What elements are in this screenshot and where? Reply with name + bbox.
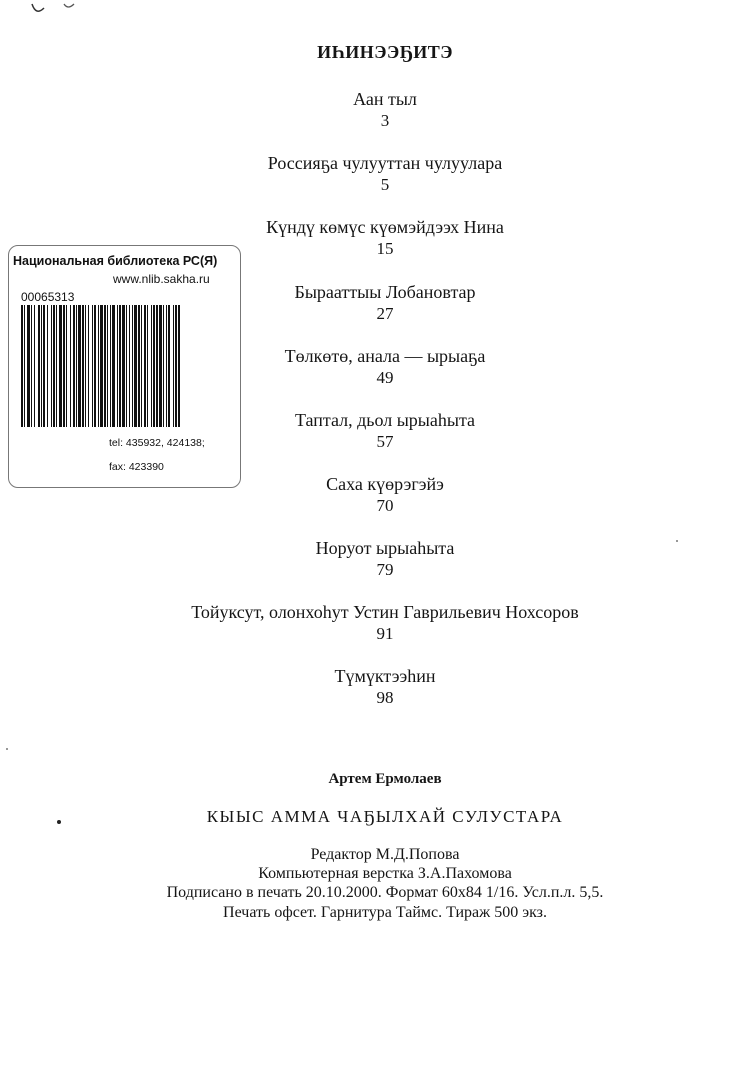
barcode-bar — [156, 305, 158, 427]
barcode-bar — [76, 305, 77, 427]
barcode-bar — [43, 305, 45, 427]
barcode-bar — [173, 305, 174, 427]
barcode-bar — [151, 305, 152, 427]
toc-entry-title: Тойуксут, олонхоһут Устин Гаврильевич Нохсоров — [191, 602, 579, 622]
pen-mark — [30, 0, 78, 20]
barcode-bar — [107, 305, 108, 427]
barcode-bar — [53, 305, 55, 427]
toc-entry-title: Төлкөтө, анала — ырыаҕа — [284, 346, 486, 366]
toc-entry — [0, 88, 751, 131]
barcode-bar — [21, 305, 23, 427]
library-phone: tel: 435932, 424138; — [109, 437, 205, 449]
barcode-bar — [119, 305, 121, 427]
toc-entry-page: 3 — [380, 111, 390, 130]
toc-entry-page: 91 — [376, 624, 394, 643]
book-title: КЫЫС АММА ЧАҔЫЛХАЙ СУЛУСТАРА — [206, 807, 564, 826]
barcode-bar — [51, 305, 52, 427]
toc-entry — [0, 665, 751, 708]
toc-entry-title: Саха күөрэгэйэ — [326, 474, 444, 494]
toc-entry-title: Аан тыл — [353, 89, 417, 109]
barcode-bar — [98, 305, 99, 427]
barcode-bar — [27, 305, 30, 427]
barcode-bar — [73, 305, 75, 427]
author-name: Артем Ермолаев — [328, 771, 442, 787]
barcode-bar — [70, 305, 71, 427]
barcode-bar — [104, 305, 106, 427]
barcode-bar — [129, 305, 130, 427]
barcode-bar — [178, 305, 180, 427]
toc-entry — [0, 601, 751, 644]
toc-entry — [0, 152, 751, 195]
barcode-bar — [78, 305, 81, 427]
barcode-bar — [85, 305, 86, 427]
barcode-bar — [92, 305, 93, 427]
scan-speck — [676, 540, 678, 542]
barcode-bar — [163, 305, 164, 427]
barcode-bar — [88, 305, 89, 427]
barcode-bar — [134, 305, 137, 427]
barcode — [21, 305, 233, 427]
toc-entry-title: Норуот ырыаһыта — [315, 538, 455, 558]
toc-entry-page: 27 — [376, 304, 394, 323]
editor-line: Редактор М.Д.Попова — [310, 846, 460, 863]
barcode-bar — [112, 305, 115, 427]
barcode-bar — [100, 305, 103, 427]
barcode-bar — [38, 305, 40, 427]
barcode-bar — [59, 305, 62, 427]
barcode-bar — [56, 305, 57, 427]
barcode-bar — [63, 305, 65, 427]
barcode-bar — [138, 305, 140, 427]
barcode-bar — [117, 305, 118, 427]
barcode-bar — [153, 305, 155, 427]
toc-entry — [0, 537, 751, 580]
layout-line: Компьютерная верстка З.А.Пахомова — [258, 865, 512, 882]
barcode-bar — [159, 305, 162, 427]
barcode-bar — [141, 305, 142, 427]
barcode-bar — [147, 305, 148, 427]
barcode-bar — [47, 305, 48, 427]
inventory-number: 00065313 — [21, 290, 75, 304]
toc-entry-title: Түмүктээһин — [334, 666, 436, 686]
toc-entry-title: Таптал, дьол ырыаһыта — [294, 410, 476, 430]
toc-entry-page: 79 — [376, 560, 394, 579]
barcode-bar — [132, 305, 133, 427]
barcode-bar — [166, 305, 167, 427]
scan-speck — [6, 748, 8, 750]
library-sticker — [8, 245, 241, 488]
library-url: www.nlib.sakha.ru — [113, 272, 210, 286]
toc-title: ИҺИНЭЭҔИТЭ — [317, 42, 453, 62]
barcode-bar — [175, 305, 177, 427]
toc-entry-page: 57 — [376, 432, 394, 451]
print-run-line: Печать офсет. Гарнитура Таймс. Тираж 500 экз. — [223, 904, 547, 921]
barcode-bar — [110, 305, 111, 427]
print-details-line: Подписано в печать 20.10.2000. Формат 60х84 1/16. Усл.п.л. 5,5. — [166, 884, 604, 901]
toc-entry-page: 70 — [376, 496, 394, 515]
library-fax: fax: 423390 — [109, 461, 164, 473]
toc-entry-title: Күндү көмүс күөмэйдээх Нина — [266, 217, 504, 237]
barcode-bar — [31, 305, 32, 427]
barcode-bar — [24, 305, 25, 427]
toc-entry-title: Россияҕа чулууттан чулуулара — [267, 153, 503, 173]
barcode-bar — [41, 305, 42, 427]
barcode-bar — [66, 305, 67, 427]
barcode-bar — [168, 305, 170, 427]
toc-entry-page: 98 — [376, 688, 394, 707]
barcode-bar — [126, 305, 127, 427]
toc-entry-page: 5 — [380, 175, 390, 194]
barcode-bar — [122, 305, 125, 427]
stray-dot — [57, 820, 61, 824]
toc-entry-page: 15 — [376, 239, 394, 258]
barcode-bar — [94, 305, 96, 427]
barcode-bar — [144, 305, 146, 427]
barcode-bar — [82, 305, 84, 427]
barcode-bar — [34, 305, 35, 427]
library-name: Национальная библиотека РС(Я) — [13, 254, 218, 268]
toc-entry-title: Бырааттыы Лобановтар — [294, 282, 476, 302]
toc-entry-page: 49 — [376, 368, 394, 387]
